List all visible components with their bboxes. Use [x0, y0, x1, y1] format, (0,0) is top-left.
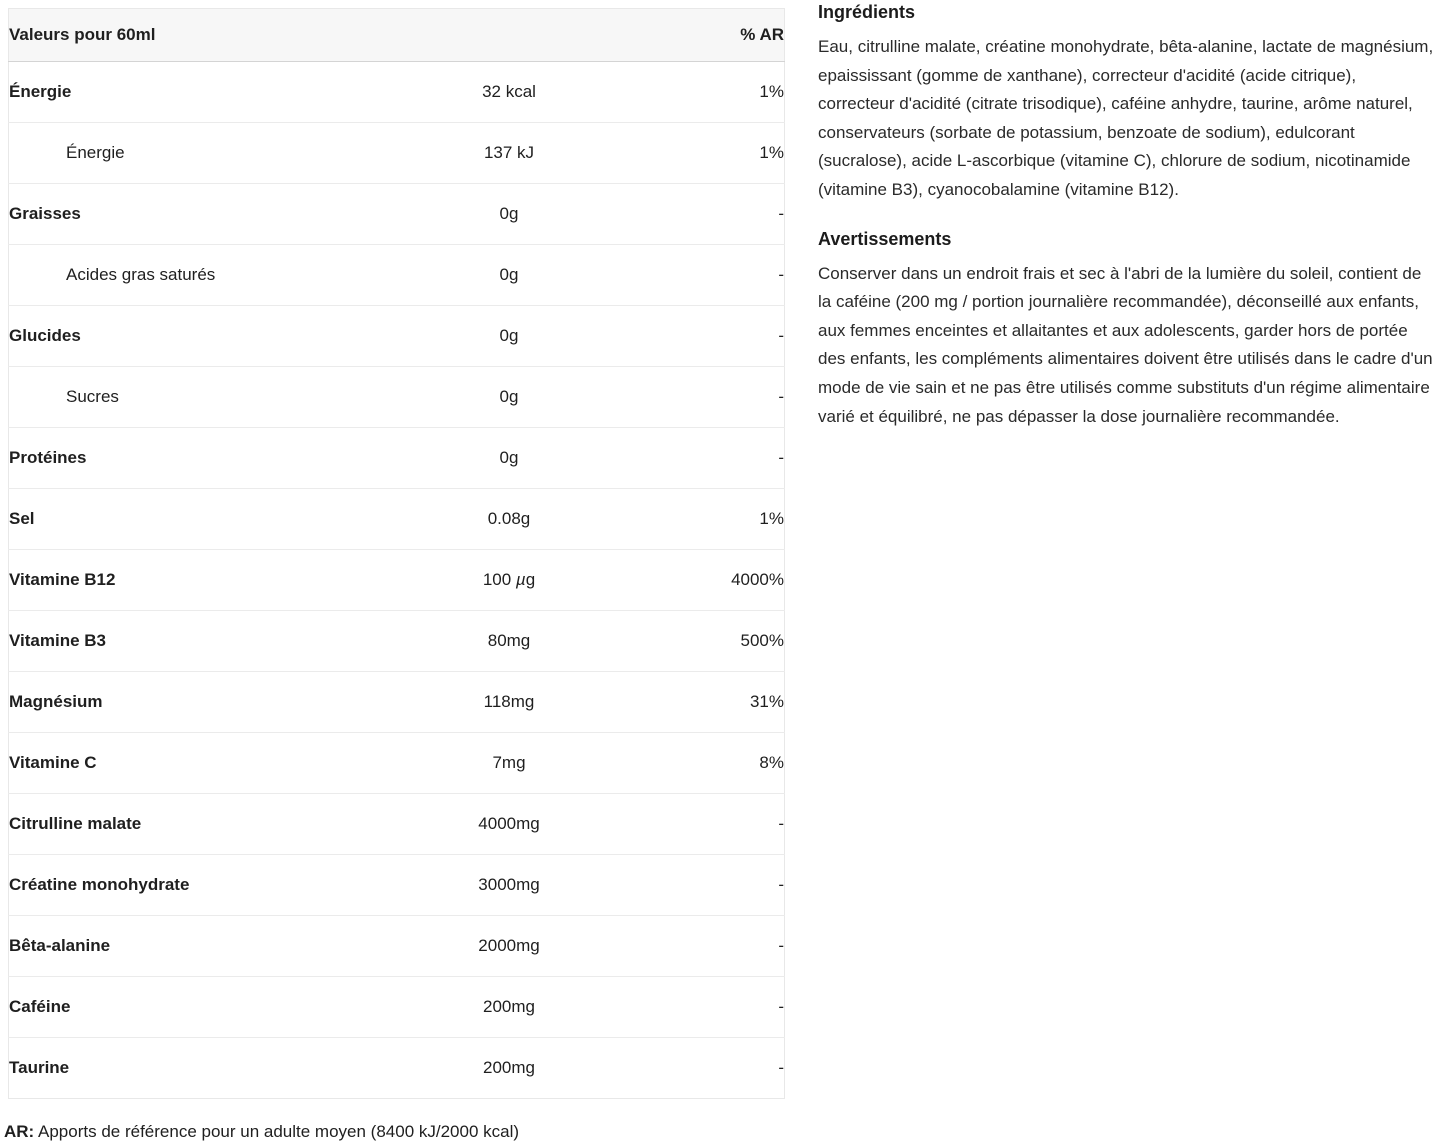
nutrition-row [9, 1038, 785, 1099]
nutrient-ar-percent: - [679, 916, 785, 977]
footnote-text: Apports de référence pour un adulte moyen (8400 kJ/2000 kcal) [38, 1122, 520, 1141]
nutrient-value: 200mg [339, 977, 679, 1038]
nutrition-row [9, 62, 785, 123]
nutrient-label: Énergie [9, 123, 340, 184]
nutrient-label: Acides gras saturés [9, 245, 340, 306]
ingredients-title: Ingrédients [818, 2, 916, 22]
warnings-body: Conserver dans un endroit frais et sec à l'abri de la lumière du soleil, contient de la caféine (200 mg / portion journalière recommandée), déconseillé aux enfants, aux femmes enceintes et allaitantes et aux adolescents, garder hors de portée des enfants, les compléments alimentaires doivent être utilisés dans le cadre d'un mode de vie sain et ne pas être utilisés comme substituts d'un régime alimentaire varié et équilibré, ne pas dépasser la dose journalière recommandée. [818, 263, 1433, 426]
nutrition-row [9, 916, 785, 977]
nutrient-ar-percent: - [679, 245, 785, 306]
nutrient-ar-percent: 1% [679, 489, 785, 550]
nutrient-ar-percent: 8% [679, 733, 785, 794]
info-panel [818, 0, 1434, 431]
nutrient-ar-percent: - [679, 184, 785, 245]
nutrient-value: 0.08g [339, 489, 679, 550]
nutrient-ar-percent: - [679, 428, 785, 489]
nutrient-value: 7mg [339, 733, 679, 794]
table-header-serving: Valeurs pour 60ml [9, 9, 340, 62]
nutrition-row [9, 672, 785, 733]
nutrition-row [9, 184, 785, 245]
nutrition-table [8, 8, 785, 1099]
nutrient-label: Créatine monohydrate [9, 855, 340, 916]
nutrient-ar-percent: - [679, 1038, 785, 1099]
nutrient-label: Vitamine B12 [9, 550, 340, 611]
nutrient-ar-percent: 1% [679, 123, 785, 184]
nutrition-row [9, 550, 785, 611]
nutrient-value: 200mg [339, 1038, 679, 1099]
reference-footnote [4, 1121, 783, 1142]
table-header-ar: % AR [679, 9, 785, 62]
nutrient-value: 3000mg [339, 855, 679, 916]
nutrient-label: Glucides [9, 306, 340, 367]
table-header-row [9, 9, 785, 62]
nutrient-label: Caféine [9, 977, 340, 1038]
nutrition-row [9, 123, 785, 184]
nutrient-value: 137 kJ [339, 123, 679, 184]
nutrient-value: 118mg [339, 672, 679, 733]
nutrient-label: Citrulline malate [9, 794, 340, 855]
nutrient-ar-percent: 1% [759, 82, 784, 101]
nutrient-label: Vitamine C [9, 733, 340, 794]
nutrition-row [9, 733, 785, 794]
nutrient-ar-percent: - [679, 977, 785, 1038]
nutrient-value: 2000mg [339, 916, 679, 977]
nutrition-row [9, 855, 785, 916]
nutrient-value: 4000mg [339, 794, 679, 855]
nutrition-row [9, 794, 785, 855]
nutrient-value: 80mg [339, 611, 679, 672]
ingredients-body: Eau, citrulline malate, créatine monohydrate, bêta-alanine, lactate de magnésium, epaississant (gomme de xanthane), correcteur d'acidité (acide citrique), correcteur d'acidité (citrate trisodique), caféine anhydre, taurine, arôme naturel, conservateurs (sorbate de potassium, benzoate de sodium), edulcorant (sucralose), acide L-ascorbique (vitamine C), chlorure de sodium, nicotinamide (vitamine B3), cyanocobalamine (vitamine B12). [818, 37, 1434, 199]
nutrient-ar-percent: 500% [679, 611, 785, 672]
nutrient-ar-percent: - [679, 306, 785, 367]
nutrient-value: 100 µg [339, 550, 679, 611]
nutrient-label: Magnésium [9, 672, 340, 733]
nutrient-label: Protéines [9, 428, 340, 489]
nutrition-row [9, 245, 785, 306]
nutrition-row [9, 489, 785, 550]
table-header-value-spacer [339, 9, 679, 62]
nutrient-ar-percent: 4000% [679, 550, 785, 611]
nutrient-value: 0g [339, 367, 679, 428]
nutrient-label: Bêta-alanine [9, 916, 340, 977]
nutrition-table-head [9, 9, 785, 62]
nutrient-value: 0g [339, 428, 679, 489]
warnings-title: Avertissements [818, 228, 952, 249]
nutrient-value: 32 kcal [482, 82, 536, 101]
nutrient-value: 0g [339, 184, 679, 245]
footnote-label: AR: [4, 1122, 35, 1141]
nutrition-row [9, 306, 785, 367]
nutrient-ar-percent: 31% [679, 672, 785, 733]
nutrient-value: 0g [339, 245, 679, 306]
nutrient-label: Graisses [9, 184, 340, 245]
nutrient-label: Vitamine B3 [9, 611, 340, 672]
nutrient-label: Taurine [9, 1038, 340, 1099]
nutrition-row [9, 428, 785, 489]
nutrient-ar-percent: - [679, 855, 785, 916]
nutrition-table-body [9, 62, 785, 1099]
nutrition-row [9, 611, 785, 672]
nutrient-label: Sucres [9, 367, 340, 428]
nutrient-value: 0g [339, 306, 679, 367]
nutrition-row [9, 367, 785, 428]
nutrient-label: Sel [9, 489, 340, 550]
nutrient-ar-percent: - [679, 367, 785, 428]
nutrient-label: Énergie [9, 82, 72, 101]
nutrition-row [9, 977, 785, 1038]
nutrient-ar-percent: - [679, 794, 785, 855]
